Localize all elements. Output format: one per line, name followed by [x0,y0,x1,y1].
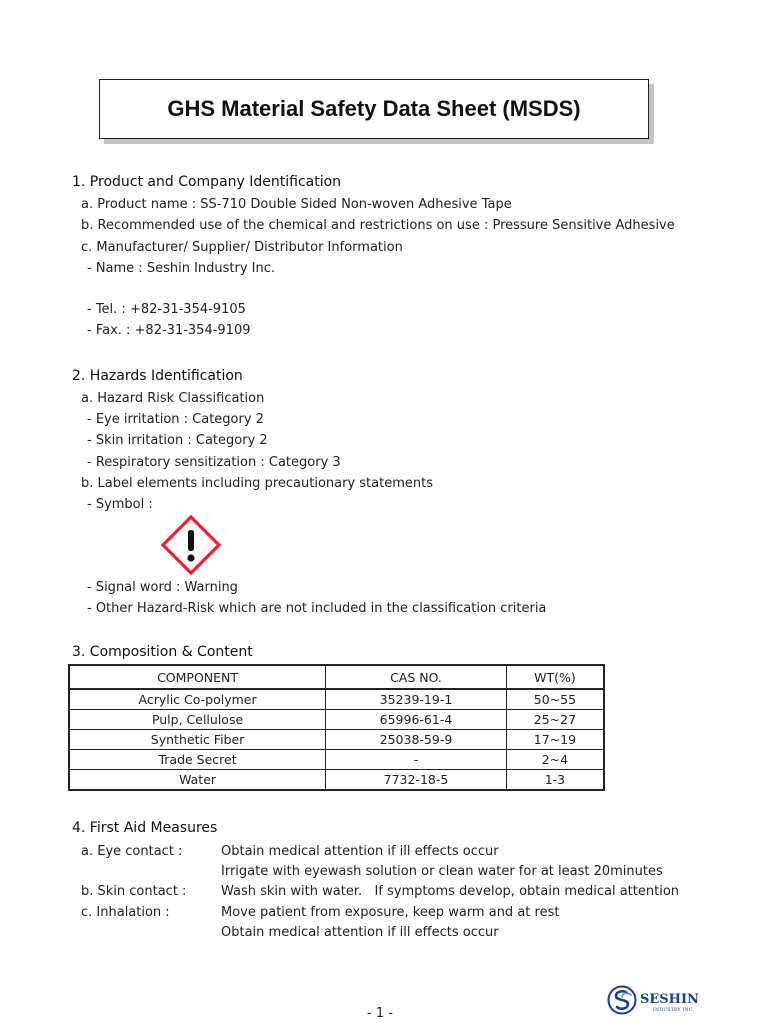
cas-cell: 35239-19-1 [326,689,507,710]
component-cell: Pulp, Cellulose [69,710,326,730]
exclamation-mark-hazard-icon [161,515,221,575]
other-hazard-line: - Other Hazard-Risk which are not included in the classification criteria [87,601,547,616]
column-header-wt: WT(%) [506,665,604,689]
eye-contact-text-1: Obtain medical attention if ill effects occur [221,844,499,859]
table-row [69,689,604,710]
section-1-heading: 1. Product and Company Identification [72,174,342,190]
table-row [69,730,604,750]
table-header-row [69,665,604,689]
weight-cell: 25~27 [506,710,604,730]
company-name-line: - Name : Seshin Industry Inc. [87,261,276,276]
composition-table [68,664,605,791]
skin-contact-text: Wash skin with water. If symptoms develop, obtain medical attention [221,884,680,899]
table-row [69,710,604,730]
component-cell: Acrylic Co-polymer [69,689,326,710]
fax-line: - Fax. : +82-31-354-9109 [87,323,251,338]
weight-cell: 17~19 [506,730,604,750]
skin-contact-label: b. Skin contact : [81,884,187,899]
skin-irritation-line: - Skin irritation : Category 2 [87,433,268,448]
cas-cell: - [326,750,507,770]
inhalation-label: c. Inhalation : [81,905,170,920]
weight-cell: 1-3 [506,770,604,791]
table-row [69,750,604,770]
component-cell: Synthetic Fiber [69,730,326,750]
cas-cell: 65996-61-4 [326,710,507,730]
page-number: - 1 - [367,1006,393,1021]
weight-cell: 2~4 [506,750,604,770]
symbol-line: - Symbol : [87,497,153,512]
product-name-line: a. Product name : SS-710 Double Sided Non-woven Adhesive Tape [81,197,512,212]
logo-wordmark: SESHIN [640,992,699,1007]
section-4-heading: 4. First Aid Measures [72,820,218,836]
seshin-logo-icon [607,985,637,1015]
signal-word-line: - Signal word : Warning [87,580,238,595]
eye-contact-label: a. Eye contact : [81,844,183,859]
section-2-heading: 2. Hazards Identification [72,368,243,384]
weight-cell: 50~55 [506,689,604,710]
manufacturer-info-line: c. Manufacturer/ Supplier/ Distributor Information [81,240,403,255]
label-elements-line: b. Label elements including precautionary statements [81,476,433,491]
inhalation-text-2: Obtain medical attention if ill effects occur [221,925,499,940]
recommended-use-line: b. Recommended use of the chemical and restrictions on use : Pressure Sensitive Adhesive [81,218,675,233]
cas-cell: 7732-18-5 [326,770,507,791]
hazard-classification-line: a. Hazard Risk Classification [81,391,265,406]
logo-subtitle: INDUSTRY INC. [653,1008,695,1013]
component-cell: Water [69,770,326,791]
component-cell: Trade Secret [69,750,326,770]
column-header-component: COMPONENT [69,665,326,689]
document-title-box [99,79,649,139]
eye-contact-text-2: Irrigate with eyewash solution or clean water for at least 20minutes [221,864,663,879]
section-3-heading: 3. Composition & Content [72,644,253,660]
inhalation-text-1: Move patient from exposure, keep warm and at rest [221,905,560,920]
eye-irritation-line: - Eye irritation : Category 2 [87,412,264,427]
table-row [69,770,604,791]
cas-cell: 25038-59-9 [326,730,507,750]
document-title: GHS Material Safety Data Sheet (MSDS) [167,96,581,121]
telephone-line: - Tel. : +82-31-354-9105 [87,302,246,317]
column-header-cas-no: CAS NO. [326,665,507,689]
respiratory-sensitization-line: - Respiratory sensitization : Category 3 [87,455,341,470]
